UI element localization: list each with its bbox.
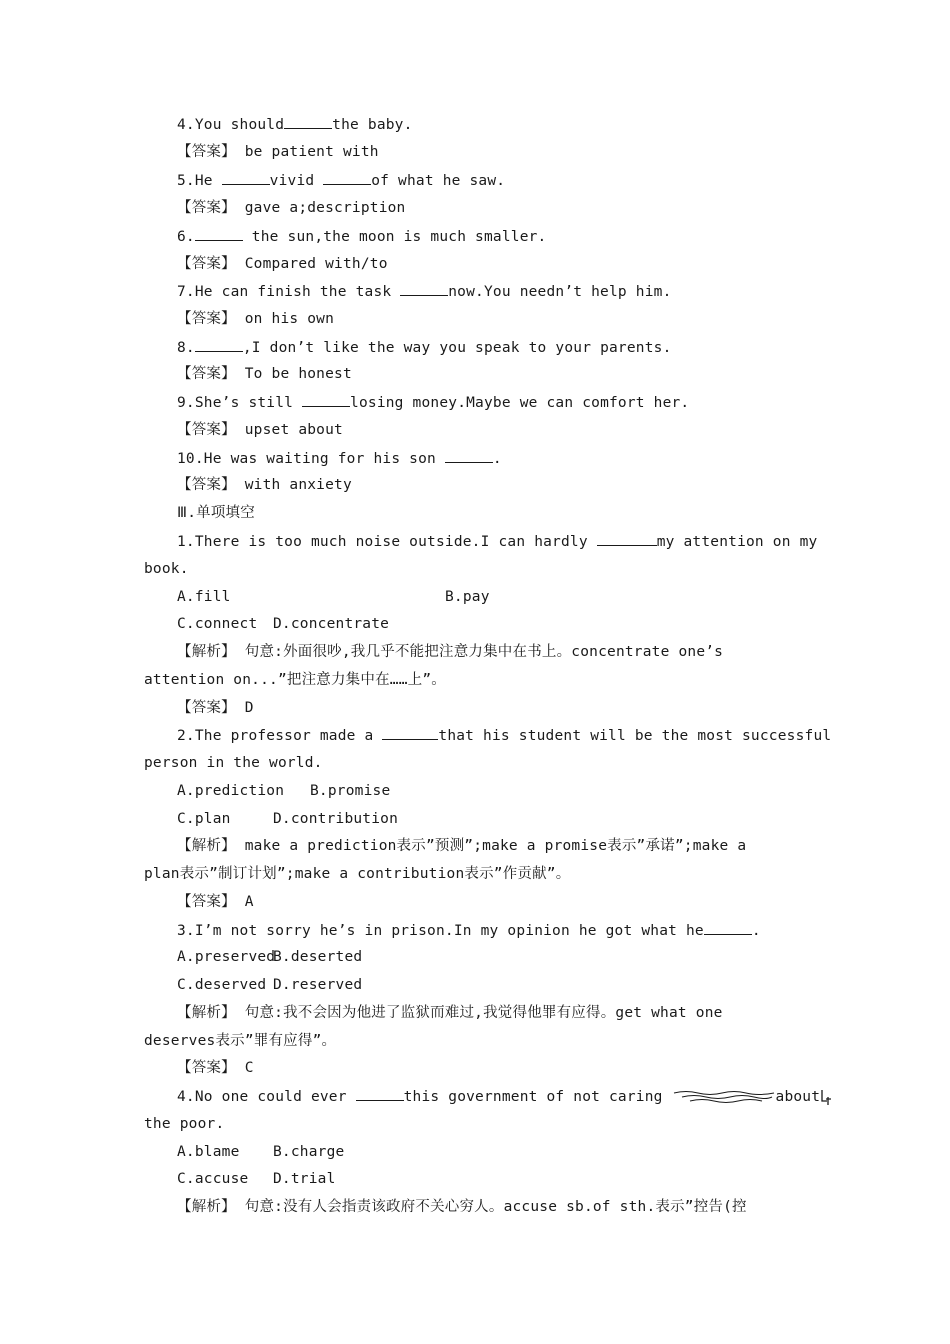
answer-mc-2: 【答案】 A <box>177 894 254 910</box>
answer-blank <box>195 337 243 352</box>
option-a: A.blame <box>177 1144 240 1160</box>
answer-7: 【答案】 on his own <box>177 311 335 327</box>
answer-blank <box>445 448 493 463</box>
option-c: C.deserved <box>177 977 267 993</box>
option-b: B.pay <box>445 589 490 605</box>
option-a: A.preserved <box>177 949 276 965</box>
question-9: 9.She’s still losing money.Maybe we can comfort her. <box>177 392 689 413</box>
question-10: 10.He was waiting for his son . <box>177 448 502 469</box>
answer-5: 【答案】 gave a;description <box>177 200 406 216</box>
analysis-4: 【解析】 句意:没有人会指责该政府不关心穷人。accuse sb.of sth.表示”控告(控 <box>177 1199 747 1215</box>
answer-blank <box>597 531 657 546</box>
option-d: D.concentrate <box>273 616 390 632</box>
mc-question-1: 1.There is too much noise outside.I can hardly my attention on my <box>177 531 817 552</box>
option-c: C.connect <box>177 616 258 632</box>
answer-8: 【答案】 To be honest <box>177 366 352 382</box>
option-b: B.deserted <box>273 949 363 965</box>
answer-4: 【答案】 be patient with <box>177 144 379 160</box>
analysis-2: 【解析】 make a prediction表示”预测”;make a promise表示”承诺”;make a <box>177 838 747 854</box>
option-a: A.prediction <box>177 783 285 799</box>
analysis-3-cont: deserves表示”罪有应得”。 <box>144 1033 337 1049</box>
analysis-1-cont: attention on...”把注意力集中在……上”。 <box>144 672 446 688</box>
option-c: C.accuse <box>177 1171 249 1187</box>
option-c: C.plan <box>177 811 231 827</box>
mc-question-2: 2.The professor made a that his student will be the most successful <box>177 725 831 746</box>
answer-blank <box>302 392 350 407</box>
analysis-2-cont: plan表示”制订计划”;make a contribution表示”作贡献”。 <box>144 866 571 882</box>
question-5: 5.He vivid of what he saw. <box>177 170 505 191</box>
analysis-3: 【解析】 句意:我不会因为他进了监狱而难过,我觉得他罪有应得。get what one <box>177 1005 723 1021</box>
answer-blank <box>195 226 243 241</box>
question-7: 7.He can finish the task now.You needn’t help him. <box>177 281 672 302</box>
answer-mc-3: 【答案】 C <box>177 1060 254 1076</box>
question-6: 6. the sun,the moon is much smaller. <box>177 226 547 247</box>
option-d: D.contribution <box>273 811 399 827</box>
cursor-mark-icon <box>820 1088 832 1106</box>
mc-question-4: 4.No one could ever this government of not caring about <box>177 1086 832 1107</box>
answer-blank <box>284 114 332 129</box>
mc-question-1-cont: book. <box>144 561 189 577</box>
analysis-1: 【解析】 句意:外面很吵,我几乎不能把注意力集中在书上。concentrate one’s <box>177 644 724 660</box>
answer-mc-1: 【答案】 D <box>177 700 254 716</box>
option-d: D.reserved <box>273 977 363 993</box>
option-b: B.charge <box>273 1144 345 1160</box>
answer-blank <box>323 170 371 185</box>
squiggle-mark-icon <box>672 1089 776 1105</box>
mc-question-4-cont: the poor. <box>144 1116 225 1132</box>
answer-blank <box>704 920 752 935</box>
answer-blank <box>222 170 270 185</box>
mc-question-3: 3.I’m not sorry he’s in prison.In my opinion he got what he . <box>177 920 761 941</box>
section-heading: Ⅲ.单项填空 <box>177 505 255 521</box>
option-d: D.trial <box>273 1171 336 1187</box>
answer-blank <box>400 281 448 296</box>
answer-9: 【答案】 upset about <box>177 422 343 438</box>
answer-10: 【答案】 with anxiety <box>177 477 352 493</box>
option-b: B.promise <box>310 783 391 799</box>
answer-blank <box>356 1086 404 1101</box>
question-8: 8. ,I don’t like the way you speak to your parents. <box>177 337 672 358</box>
option-a: A.fill <box>177 589 231 605</box>
answer-6: 【答案】 Compared with/to <box>177 256 388 272</box>
mc-question-2-cont: person in the world. <box>144 755 323 771</box>
answer-blank <box>382 725 438 740</box>
question-4: 4.You should the baby. <box>177 114 413 135</box>
